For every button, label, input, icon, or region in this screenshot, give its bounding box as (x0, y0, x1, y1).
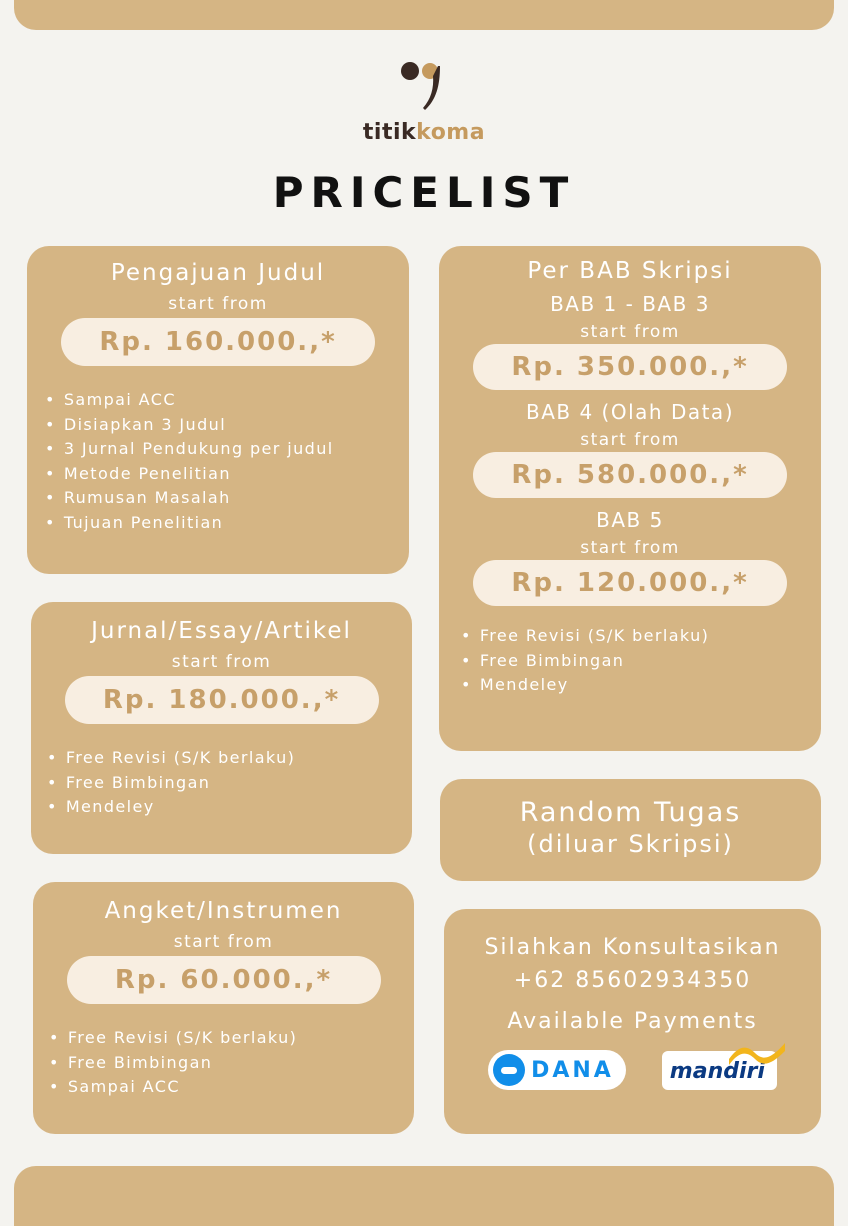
mandiri-label: mandiri (669, 1058, 765, 1084)
mandiri-logo-icon (662, 1051, 777, 1090)
feature-list (49, 1026, 414, 1100)
feature-item: • Free Revisi (S/K berlaku) (47, 746, 412, 771)
feature-item: • Mendeley (461, 673, 821, 698)
feature-item: • Sampai ACC (45, 388, 409, 413)
random-tugas-subtitle: (diluar Skripsi) (527, 830, 734, 858)
feature-list (461, 624, 821, 698)
feature-item: • Free Bimbingan (49, 1051, 414, 1076)
price-pill-bab-1-3: Rp. 350.000.,* (473, 344, 787, 390)
bottom-decor-bar (14, 1166, 834, 1226)
section-heading-bab-1-3: BAB 1 - BAB 3 (550, 292, 710, 316)
payment-logos (444, 1050, 821, 1090)
price-pill-bab-5: Rp. 120.000.,* (473, 560, 787, 606)
price-pill: Rp. 60.000.,* (67, 956, 381, 1004)
random-tugas-title: Random Tugas (519, 797, 742, 828)
card-jurnal-essay-artikel (31, 602, 412, 854)
section-heading-bab-4: BAB 4 (Olah Data) (525, 400, 734, 424)
card-angket-instrumen (33, 882, 414, 1134)
start-from-label: start from (580, 322, 680, 342)
dana-logo-icon (488, 1050, 626, 1090)
brand-name-part1: titik (362, 120, 417, 145)
feature-item: • Free Bimbingan (461, 649, 821, 674)
mandiri-wave-icon (727, 1039, 787, 1065)
feature-item: • Free Bimbingan (47, 771, 412, 796)
dana-label: DANA (531, 1057, 614, 1083)
feature-list (45, 388, 409, 535)
card-title: Jurnal/Essay/Artikel (91, 618, 352, 644)
brand-logo (0, 56, 848, 145)
price-pill-bab-4: Rp. 580.000.,* (473, 452, 787, 498)
feature-item: • Rumusan Masalah (45, 486, 409, 511)
start-from-label: start from (580, 538, 680, 558)
dana-mark-icon (493, 1054, 525, 1086)
start-from-label: start from (173, 932, 274, 952)
card-contact (444, 909, 821, 1134)
feature-item: • Free Revisi (S/K berlaku) (461, 624, 821, 649)
feature-item: • Sampai ACC (49, 1075, 414, 1100)
feature-item: • Free Revisi (S/K berlaku) (49, 1026, 414, 1051)
feature-item: • Mendeley (47, 795, 412, 820)
card-random-tugas (440, 779, 821, 881)
feature-list (47, 746, 412, 820)
feature-item: • Metode Penelitian (45, 462, 409, 487)
top-decor-bar (14, 0, 834, 30)
contact-phone[interactable]: +62 85602934350 (513, 968, 752, 993)
start-from-label: start from (168, 294, 268, 314)
contact-cta: Silahkan Konsultasikan (484, 935, 781, 960)
card-title: Per BAB Skripsi (527, 258, 733, 284)
price-pill: Rp. 160.000.,* (61, 318, 375, 366)
feature-item: • Disiapkan 3 Judul (45, 413, 409, 438)
feature-item: • Tujuan Penelitian (45, 511, 409, 536)
brand-wordmark (0, 120, 848, 145)
start-from-label: start from (580, 430, 680, 450)
card-title: Angket/Instrumen (104, 898, 343, 924)
titikkoma-logo-icon (394, 56, 454, 114)
card-pengajuan-judul (27, 246, 409, 574)
price-pill: Rp. 180.000.,* (65, 676, 379, 724)
page-title: PRICELIST (272, 168, 576, 217)
feature-item: • 3 Jurnal Pendukung per judul (45, 437, 409, 462)
payments-label: Available Payments (507, 1009, 758, 1034)
section-heading-bab-5: BAB 5 (596, 508, 664, 532)
card-per-bab-skripsi (439, 246, 821, 751)
start-from-label: start from (171, 652, 272, 672)
brand-name-part2: koma (416, 120, 486, 145)
card-title: Pengajuan Judul (110, 260, 326, 286)
